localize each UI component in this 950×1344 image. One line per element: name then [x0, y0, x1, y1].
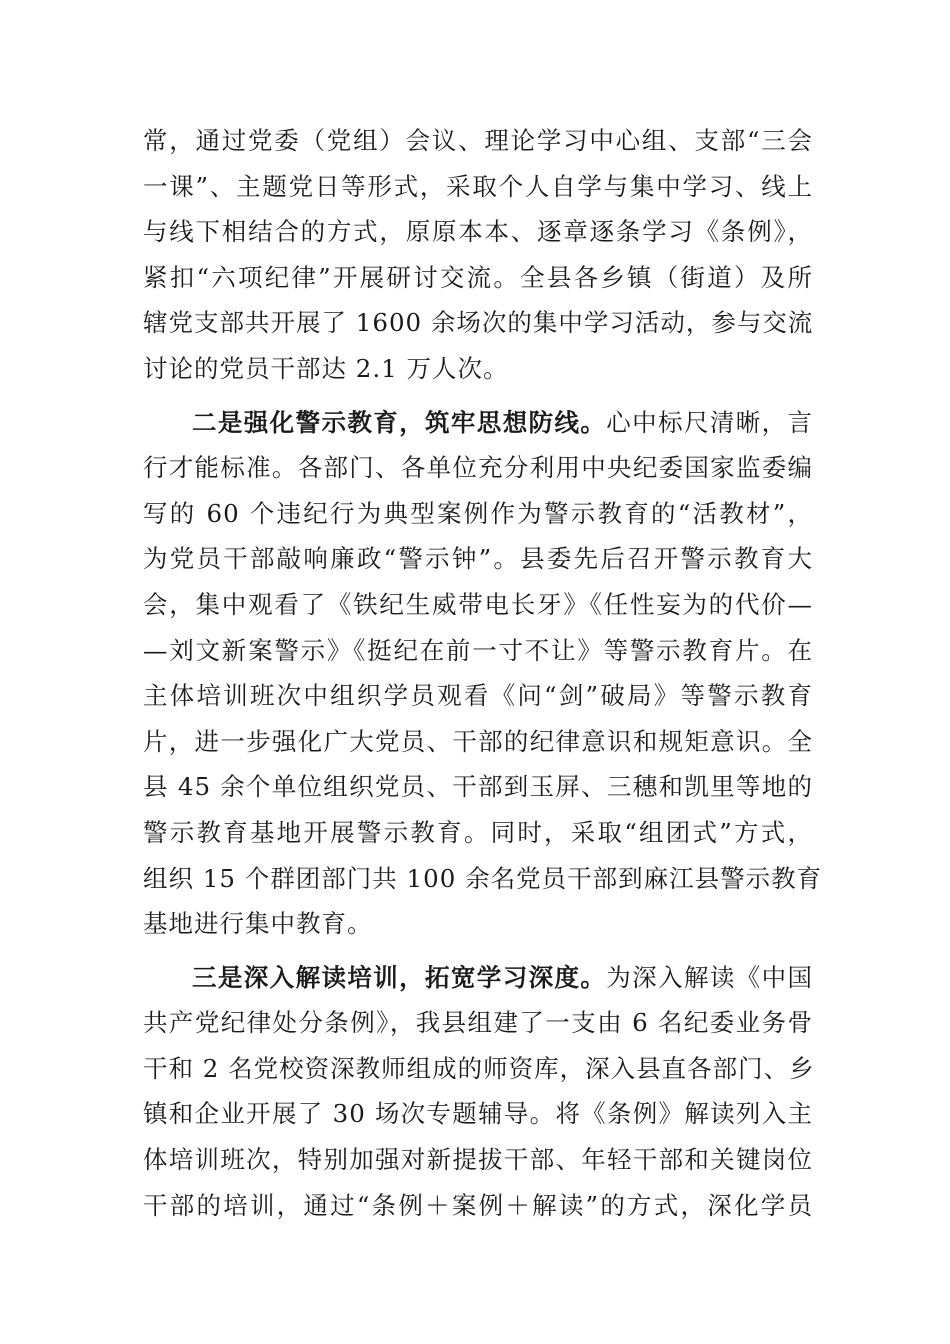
paragraph-first-line — [143, 400, 813, 446]
text-run: 心中标尺清晰，言 — [606, 407, 814, 437]
text-line: 一课”、主题党日等形式，采取个人自学与集中学习、线上 — [143, 171, 813, 201]
paragraph-3 — [143, 955, 813, 1229]
text-line: 辖党支部共开展了 1600 余场次的集中学习活动，参与交流 — [143, 308, 814, 338]
text-line: 与线下相结合的方式，原原本本、逐章逐条学习《条例》， — [143, 217, 813, 247]
paragraph-first-line — [143, 955, 813, 1001]
text-line: 为党员干部敲响廉政“警示钟”。县委先后召开警示教育大 — [143, 544, 813, 574]
text-line: 片，进一步强化广大党员、干部的纪律意识和规矩意识。全 — [143, 726, 813, 756]
text-line: 写的 60 个违纪行为典型案例作为警示教育的“活教材”， — [143, 498, 813, 528]
text-line: 会，集中观看了《铁纪生威带电长牙》《任性妄为的代价— — [143, 589, 813, 619]
text-line: 基地进行集中教育。 — [143, 909, 373, 939]
document-page — [143, 118, 823, 1228]
paragraph-heading: 二是强化警示教育，筑牢思想防线。 — [192, 407, 607, 437]
text-line: 常，通过党委（党组）会议、理论学习中心组、支部“三会 — [143, 126, 813, 155]
text-line: 讨论的党员干部达 2.1 万人次。 — [143, 353, 509, 383]
paragraph-1 — [143, 118, 813, 392]
text-line: 警示教育基地开展警示教育。同时，采取“组团式”方式， — [143, 817, 813, 847]
paragraph-heading: 三是深入解读培训，拓宽学习深度。 — [192, 962, 607, 992]
text-line: 主体培训班次中组织学员观看《问“剑”破局》等警示教育 — [143, 681, 813, 711]
text-line: 干和 2 名党校资深教师组成的师资库，深入县直各部门、乡 — [143, 1053, 815, 1083]
text-line: 紧扣“六项纪律”开展研讨交流。全县各乡镇（街道）及所 — [143, 262, 813, 292]
text-run: 为深入解读《中国 — [606, 962, 814, 992]
text-line: 体培训班次，特别加强对新提拔干部、年轻干部和关键岗位 — [143, 1145, 813, 1175]
text-line: 组织 15 个群团部门共 100 余名党员干部到麻江县警示教育 — [143, 863, 823, 893]
text-line: 镇和企业开展了 30 场次专题辅导。将《条例》解读列入主 — [143, 1099, 813, 1129]
text-line: 行才能标准。各部门、各单位充分利用中央纪委国家监委编 — [143, 453, 813, 483]
text-line: 干部的培训，通过“条例＋案例＋解读”的方式，深化学员 — [143, 1190, 813, 1220]
text-line: —刘文新案警示》《挺纪在前一寸不让》等警示教育片。在 — [143, 635, 813, 665]
text-line: 县 45 余个单位组织党员、干部到玉屏、三穗和凯里等地的 — [143, 772, 813, 802]
paragraph-2 — [143, 400, 823, 947]
text-line: 共产党纪律处分条例》，我县组建了一支由 6 名纪委业务骨 — [143, 1008, 813, 1038]
